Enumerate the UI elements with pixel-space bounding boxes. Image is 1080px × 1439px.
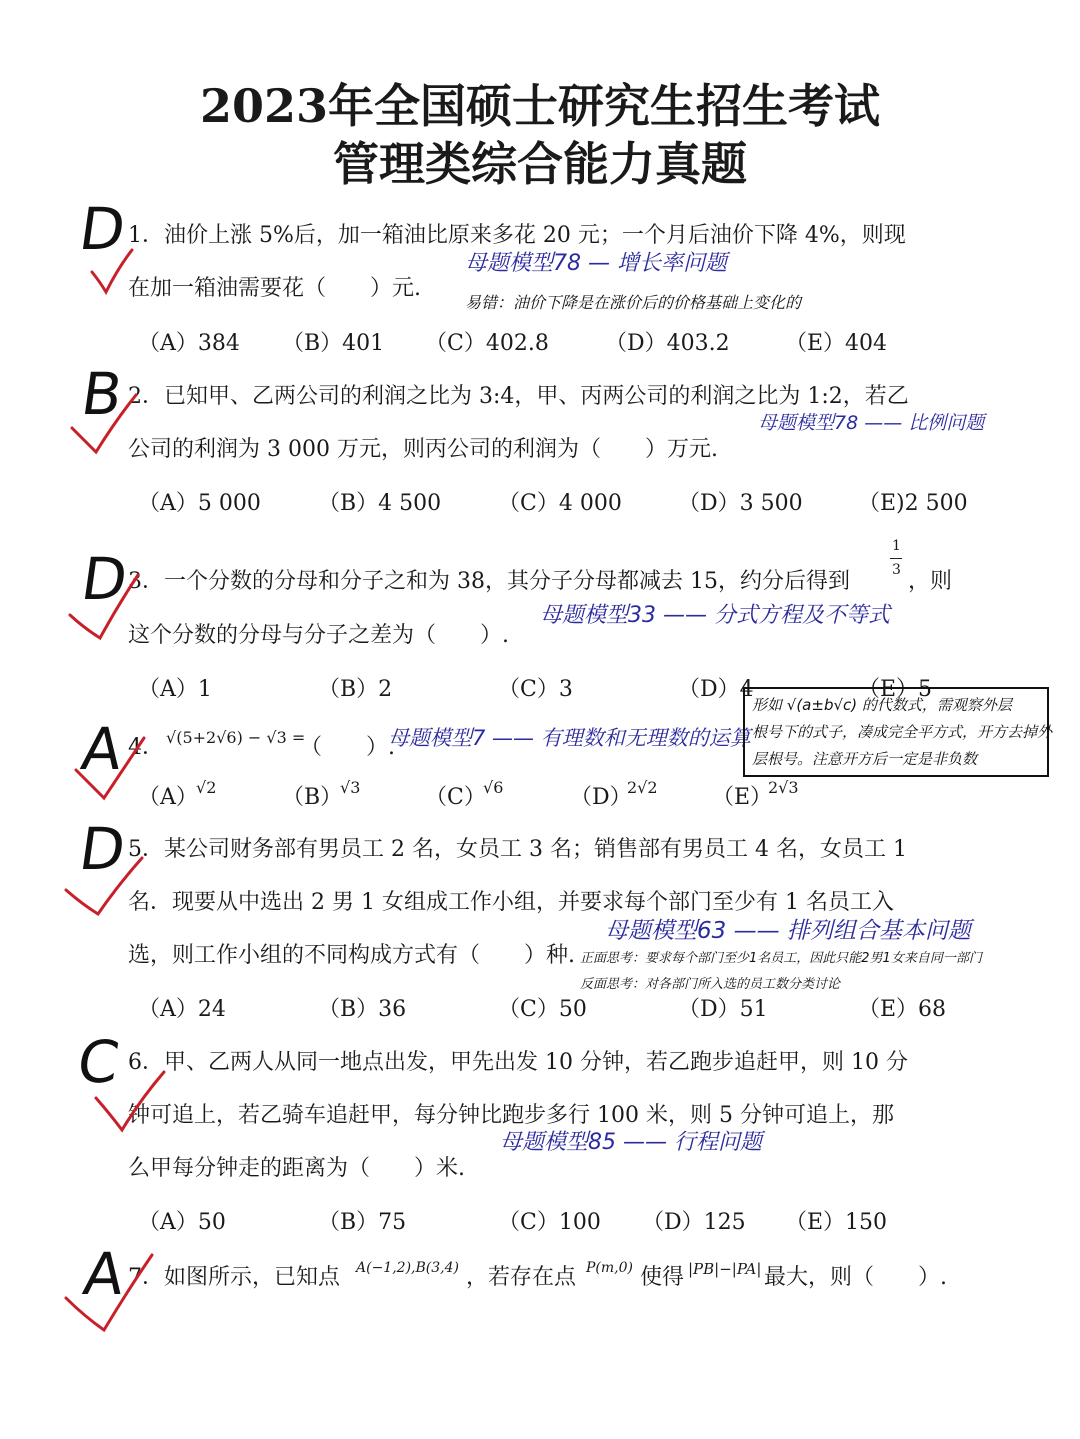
- handwritten-answer: A: [77, 715, 127, 783]
- question-text: 最大，则（ ）.: [764, 1265, 947, 1290]
- handwritten-note: 正面思考：要求每个部门至少1名员工，因此只能2男1女来自同一部门: [580, 951, 982, 966]
- handwritten-answer: A: [79, 1240, 129, 1308]
- option: （E）404: [785, 331, 888, 356]
- option: （E)2 500: [858, 491, 968, 516]
- question-text: 钟可追上，若乙骑车追赶甲，每分钟比跑步多行 100 米，则 5 分钟可追上，那: [128, 1103, 894, 1128]
- option-value: √6: [483, 778, 504, 797]
- question-text: 6．甲、乙两人从同一地点出发，甲先出发 10 分钟，若乙跑步追赶甲，则 10 分: [128, 1050, 908, 1075]
- option: （B）401: [282, 331, 385, 356]
- option-value: 2√3: [768, 778, 799, 797]
- option: （D）4: [678, 677, 754, 702]
- handwritten-note: 形如 √(a±b√c) 的代数式，需观察外层: [752, 696, 1012, 714]
- option-value: 2√2: [627, 778, 658, 797]
- question-text: 这个分数的分母与分子之差为（ ）.: [128, 623, 509, 648]
- question-text: ，则: [908, 569, 953, 594]
- handwritten-note: 根号下的式子，凑成完全平方式，开方去掉外: [752, 723, 1053, 741]
- option: （E）5: [858, 677, 933, 702]
- option-label: （D）: [570, 785, 632, 810]
- option: （C）50: [498, 997, 587, 1022]
- handwritten-note: 母题模型7 —— 有理数和无理数的运算: [388, 726, 751, 750]
- option: （A）5 000: [138, 491, 261, 516]
- option: （C）3: [498, 677, 573, 702]
- option-label: （A）: [138, 785, 198, 810]
- title-line-2: 管理类综合能力真题: [333, 137, 747, 191]
- question-text: 公司的利润为 3 000 万元，则丙公司的利润为（ ）万元.: [128, 437, 718, 462]
- option: （A）384: [138, 331, 240, 356]
- formula: |PB|−|PA|: [688, 1260, 762, 1278]
- question-text: 名．现要从中选出 2 男 1 女组成工作小组，并要求每个部门至少有 1 名员工入: [128, 890, 894, 915]
- handwritten-note: 层根号。注意开方后一定是非负数: [752, 750, 978, 768]
- question-text: ，若存在点: [466, 1265, 577, 1290]
- formula: √(5+2√6) − √3 =: [166, 728, 306, 747]
- option: （C）100: [498, 1210, 601, 1235]
- option-label: （E）: [712, 785, 773, 810]
- option: （D）403.2: [605, 331, 730, 356]
- question-text: 3．一个分数的分母和分子之和为 38，其分子分母都减去 15，约分后得到: [128, 569, 850, 594]
- handwritten-note: 母题模型33 —— 分式方程及不等式: [540, 603, 890, 628]
- option-label: （B）: [282, 785, 343, 810]
- option: （B）36: [318, 997, 407, 1022]
- fraction-bar: [890, 558, 902, 559]
- fraction-numerator: 1: [892, 538, 901, 554]
- option: （E）150: [785, 1210, 888, 1235]
- option: （A）50: [138, 1210, 226, 1235]
- formula: P(m,0): [586, 1260, 633, 1276]
- fraction-denominator: 3: [892, 562, 901, 578]
- option: （C）402.8: [425, 331, 549, 356]
- question-text: 选，则工作小组的不同构成方式有（ ）种.: [128, 943, 575, 968]
- option: （B）4 500: [318, 491, 442, 516]
- option: （D）125: [642, 1210, 746, 1235]
- handwritten-answer: D: [77, 545, 132, 613]
- question-text: 4．: [128, 735, 164, 760]
- question-text: （ ）.: [300, 735, 395, 760]
- option-value: √2: [196, 778, 217, 797]
- option: （D）51: [678, 997, 768, 1022]
- handwritten-note: 反面思考：对各部门所入选的员工数分类讨论: [580, 977, 841, 992]
- handwritten-note: 母题模型63 —— 排列组合基本问题: [605, 918, 971, 944]
- option-value: √3: [340, 778, 361, 797]
- option: （A）1: [138, 677, 212, 702]
- option: （B）75: [318, 1210, 407, 1235]
- handwritten-answer: C: [73, 1028, 124, 1096]
- question-text: 7．如图所示，已知点: [128, 1265, 340, 1290]
- option: （C）4 000: [498, 491, 622, 516]
- handwritten-answer: D: [75, 815, 130, 883]
- question-text: 2．已知甲、乙两公司的利润之比为 3:4，甲、丙两公司的利润之比为 1:2，若乙: [128, 384, 909, 409]
- handwritten-answer: B: [77, 360, 127, 428]
- question-text: 5．某公司财务部有男员工 2 名，女员工 3 名；销售部有男员工 4 名，女员工 1: [128, 837, 907, 862]
- question-text: 么甲每分钟走的距离为（ ）米.: [128, 1156, 465, 1181]
- question-text: 在加一箱油需要花（ ）元.: [128, 276, 421, 301]
- formula: A(−1,2),B(3,4): [356, 1260, 459, 1276]
- handwritten-note: 母题模型78 —— 比例问题: [758, 412, 985, 434]
- option: （E）68: [858, 997, 947, 1022]
- option: （B）2: [318, 677, 393, 702]
- option: （D）3 500: [678, 491, 803, 516]
- handwritten-note: 易错：油价下降是在涨价后的价格基础上变化的: [465, 293, 802, 312]
- question-text: 使得: [640, 1265, 685, 1290]
- question-text: 1．油价上涨 5%后，加一箱油比原来多花 20 元；一个月后油价下降 4%，则现: [128, 223, 906, 248]
- handwritten-note: 母题模型85 —— 行程问题: [500, 1130, 762, 1155]
- handwritten-note: 母题模型78 — 增长率问题: [465, 251, 727, 276]
- title-line-1: 2023年全国硕士研究生招生考试: [199, 79, 881, 133]
- handwritten-answer: D: [75, 195, 130, 263]
- option: （A）24: [138, 997, 226, 1022]
- option-label: （C）: [425, 785, 486, 810]
